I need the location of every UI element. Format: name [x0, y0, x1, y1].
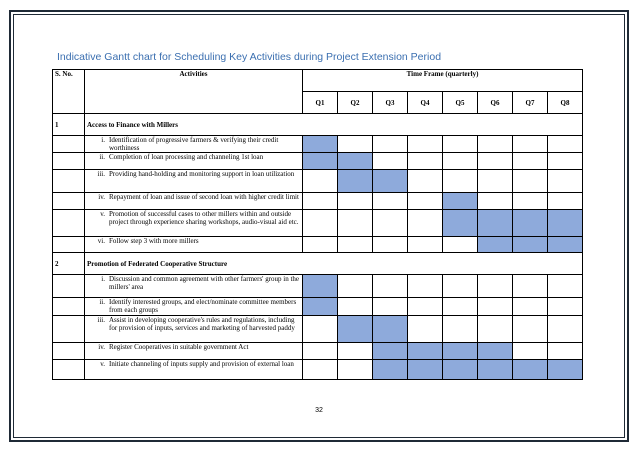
gantt-cell-q8: [548, 136, 583, 153]
gantt-cell-q8: [548, 343, 583, 360]
gantt-cell-q3: [373, 275, 408, 298]
gantt-cell-q4: [408, 298, 443, 316]
activity-sno-cell: [53, 170, 85, 193]
gantt-cell-q8: [548, 170, 583, 193]
activity-cell: [85, 170, 303, 193]
gantt-cell-q7: [513, 298, 548, 316]
activity-text: Completion of loan processing and channeling 1st loan: [109, 153, 264, 161]
activity-text: Repayment of loan and issue of second loan with higher credit limit: [109, 193, 299, 201]
gantt-cell-q2: [338, 170, 373, 193]
activity-row: [53, 316, 583, 343]
activity-cell: [85, 316, 303, 343]
gantt-cell-q4: [408, 360, 443, 380]
gantt-cell-q8: [548, 360, 583, 380]
gantt-cell-q2: [338, 153, 373, 170]
gantt-cell-q6: [478, 210, 513, 237]
activity-row: [53, 237, 583, 253]
section-title: Promotion of Federated Cooperative Structure: [85, 253, 583, 275]
activity-number: iv.: [98, 193, 105, 201]
gantt-cell-q6: [478, 237, 513, 253]
gantt-cell-q8: [548, 210, 583, 237]
gantt-cell-q4: [408, 316, 443, 343]
gantt-cell-q5: [443, 153, 478, 170]
gantt-cell-q7: [513, 210, 548, 237]
activity-cell: [85, 136, 303, 153]
gantt-cell-q5: [443, 275, 478, 298]
gantt-cell-q3: [373, 210, 408, 237]
section-row: [53, 253, 583, 275]
activity-sno-cell: [53, 237, 85, 253]
activity-row: [53, 275, 583, 298]
gantt-cell-q8: [548, 237, 583, 253]
gantt-cell-q1: [303, 316, 338, 343]
activity-cell: [85, 360, 303, 380]
gantt-cell-q5: [443, 210, 478, 237]
gantt-cell-q6: [478, 136, 513, 153]
activity-number: ii.: [99, 298, 105, 306]
gantt-cell-q3: [373, 153, 408, 170]
gantt-cell-q1: [303, 237, 338, 253]
gantt-cell-q1: [303, 298, 338, 316]
activity-sno-cell: [53, 360, 85, 380]
gantt-cell-q1: [303, 275, 338, 298]
activity-text: Initiate channeling of inputs supply and provision of external loan: [109, 360, 294, 368]
section-number: 2: [53, 253, 85, 275]
gantt-cell-q1: [303, 170, 338, 193]
quarter-header-2: Q2: [338, 92, 373, 114]
gantt-cell-q5: [443, 136, 478, 153]
activity-cell: [85, 343, 303, 360]
gantt-cell-q7: [513, 316, 548, 343]
activity-cell: [85, 237, 303, 253]
activity-row: [53, 210, 583, 237]
header-row-1: [53, 70, 583, 92]
activity-number: iii.: [97, 170, 105, 178]
gantt-cell-q8: [548, 316, 583, 343]
gantt-cell-q3: [373, 298, 408, 316]
activity-text: Identification of progressive farmers & verifying their credit worthiness: [109, 136, 279, 152]
gantt-cell-q2: [338, 298, 373, 316]
gantt-cell-q3: [373, 170, 408, 193]
gantt-cell-q5: [443, 360, 478, 380]
activity-text: Identify interested groups, and elect/nominate committee members from each groups: [109, 298, 297, 314]
activity-text: Providing hand-holding and monitoring support in loan utilization: [109, 170, 295, 178]
activity-text: Discussion and common agreement with other farmers' group in the millers' area: [109, 275, 300, 291]
gantt-cell-q2: [338, 343, 373, 360]
timeframe-header: Time Frame (quarterly): [303, 70, 583, 92]
activity-number: iv.: [98, 343, 105, 351]
sno-header: S. No.: [53, 70, 85, 114]
gantt-cell-q7: [513, 136, 548, 153]
gantt-cell-q5: [443, 316, 478, 343]
section-number: 1: [53, 114, 85, 136]
gantt-cell-q7: [513, 153, 548, 170]
gantt-cell-q4: [408, 170, 443, 193]
gantt-cell-q7: [513, 343, 548, 360]
gantt-cell-q1: [303, 343, 338, 360]
page-number: 32: [315, 407, 323, 414]
quarter-header-3: Q3: [373, 92, 408, 114]
gantt-cell-q2: [338, 136, 373, 153]
activity-row: [53, 193, 583, 210]
activity-number: i.: [101, 136, 105, 144]
activity-cell: [85, 193, 303, 210]
activity-number: ii.: [99, 153, 105, 161]
gantt-cell-q7: [513, 193, 548, 210]
gantt-cell-q4: [408, 136, 443, 153]
quarter-header-5: Q5: [443, 92, 478, 114]
gantt-cell-q3: [373, 343, 408, 360]
gantt-cell-q7: [513, 360, 548, 380]
gantt-cell-q7: [513, 237, 548, 253]
gantt-cell-q8: [548, 298, 583, 316]
activity-sno-cell: [53, 136, 85, 153]
gantt-cell-q3: [373, 193, 408, 210]
quarter-header-6: Q6: [478, 92, 513, 114]
chart-title: Indicative Gantt chart for Scheduling Key Activities during Project Extension Period: [57, 51, 442, 63]
gantt-cell-q3: [373, 237, 408, 253]
gantt-cell-q1: [303, 136, 338, 153]
activity-row: [53, 360, 583, 380]
gantt-cell-q5: [443, 170, 478, 193]
gantt-cell-q5: [443, 298, 478, 316]
gantt-cell-q1: [303, 193, 338, 210]
activity-number: v.: [100, 360, 105, 368]
activity-cell: [85, 275, 303, 298]
quarter-header-8: Q8: [548, 92, 583, 114]
gantt-cell-q2: [338, 237, 373, 253]
gantt-cell-q4: [408, 193, 443, 210]
gantt-cell-q1: [303, 153, 338, 170]
gantt-cell-q4: [408, 275, 443, 298]
activity-sno-cell: [53, 153, 85, 170]
activity-sno-cell: [53, 275, 85, 298]
gantt-cell-q2: [338, 193, 373, 210]
gantt-table: [52, 69, 583, 380]
section-title: Access to Finance with Millers: [85, 114, 583, 136]
gantt-cell-q7: [513, 170, 548, 193]
quarter-header-1: Q1: [303, 92, 338, 114]
gantt-cell-q6: [478, 193, 513, 210]
activity-row: [53, 136, 583, 153]
gantt-cell-q4: [408, 210, 443, 237]
activity-sno-cell: [53, 316, 85, 343]
gantt-cell-q3: [373, 136, 408, 153]
gantt-cell-q5: [443, 237, 478, 253]
gantt-cell-q3: [373, 316, 408, 343]
activity-text: Register Cooperatives in suitable government Act: [109, 343, 249, 351]
quarter-header-7: Q7: [513, 92, 548, 114]
gantt-cell-q6: [478, 343, 513, 360]
gantt-cell-q2: [338, 360, 373, 380]
gantt-cell-q6: [478, 153, 513, 170]
activity-sno-cell: [53, 210, 85, 237]
section-row: [53, 114, 583, 136]
gantt-cell-q8: [548, 193, 583, 210]
activity-sno-cell: [53, 298, 85, 316]
gantt-cell-q8: [548, 153, 583, 170]
gantt-cell-q6: [478, 360, 513, 380]
quarter-header-4: Q4: [408, 92, 443, 114]
gantt-cell-q6: [478, 170, 513, 193]
gantt-cell-q2: [338, 316, 373, 343]
gantt-cell-q6: [478, 298, 513, 316]
activity-sno-cell: [53, 193, 85, 210]
activity-row: [53, 170, 583, 193]
gantt-cell-q7: [513, 275, 548, 298]
gantt-cell-q6: [478, 275, 513, 298]
gantt-cell-q8: [548, 275, 583, 298]
activity-number: vi.: [97, 237, 105, 245]
activity-row: [53, 343, 583, 360]
gantt-cell-q1: [303, 210, 338, 237]
gantt-cell-q6: [478, 316, 513, 343]
activity-cell: [85, 153, 303, 170]
activity-row: [53, 298, 583, 316]
activity-cell: [85, 210, 303, 237]
activity-text: Assist in developing cooperative's rules and regulations, including for provision of inputs, services and marketing of harvested paddy: [109, 316, 295, 332]
gantt-cell-q3: [373, 360, 408, 380]
gantt-cell-q2: [338, 275, 373, 298]
gantt-cell-q5: [443, 193, 478, 210]
activity-cell: [85, 298, 303, 316]
activities-header: Activities: [85, 70, 303, 114]
gantt-cell-q2: [338, 210, 373, 237]
activity-text: Promotion of successful cases to other millers within and outside project through experience sharing workshops, audio-visual aid etc.: [109, 210, 299, 226]
gantt-cell-q1: [303, 360, 338, 380]
gantt-cell-q5: [443, 343, 478, 360]
gantt-cell-q4: [408, 343, 443, 360]
activity-number: i.: [101, 275, 105, 283]
activity-row: [53, 153, 583, 170]
gantt-cell-q4: [408, 237, 443, 253]
activity-text: Follow step 3 with more millers: [109, 237, 199, 245]
activity-sno-cell: [53, 343, 85, 360]
activity-number: iii.: [97, 316, 105, 324]
gantt-cell-q4: [408, 153, 443, 170]
activity-number: v.: [100, 210, 105, 218]
